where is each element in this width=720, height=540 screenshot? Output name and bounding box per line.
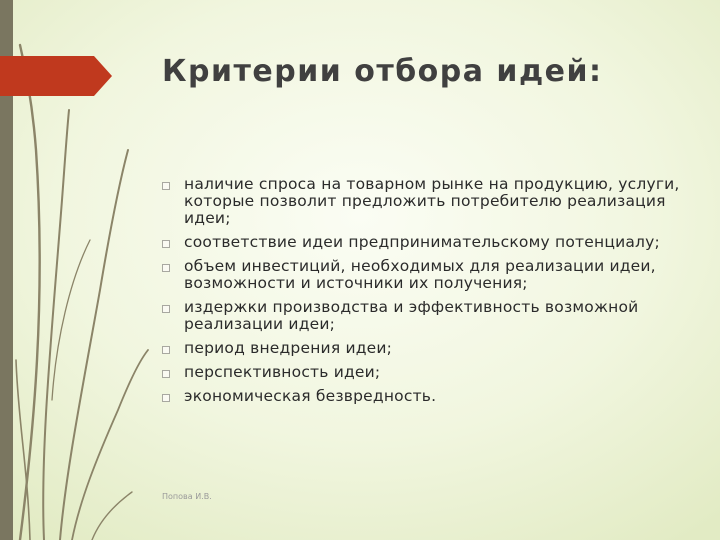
criteria-list <box>162 176 692 412</box>
list-item <box>162 299 692 333</box>
bullet-square-icon <box>162 240 170 248</box>
list-item-text: период внедрения идеи; <box>184 339 393 357</box>
list-item <box>162 340 692 357</box>
bullet-square-icon <box>162 346 170 354</box>
list-item-text: наличие спроса на товарном рынке на продукцию, услуги, которые позволит предложить потребителю реализация идеи; <box>184 175 680 227</box>
bullet-square-icon <box>162 394 170 402</box>
list-item-text: издержки производства и эффективность возможной реализации идеи; <box>184 298 639 333</box>
list-item <box>162 176 692 227</box>
list-item-text: перспективность идеи; <box>184 363 381 381</box>
slide-title: Критерии отбора идей: <box>162 54 603 89</box>
list-item <box>162 364 692 381</box>
list-item <box>162 388 692 405</box>
bullet-square-icon <box>162 305 170 313</box>
footer-author: Попова И.В. <box>162 492 212 501</box>
bullet-square-icon <box>162 370 170 378</box>
bullet-square-icon <box>162 182 170 190</box>
list-item <box>162 234 692 251</box>
list-item-text: объем инвестиций, необходимых для реализации идеи, возможности и источники их получения; <box>184 257 656 292</box>
list-item-text: соответствие идеи предпринимательскому потенциалу; <box>184 233 660 251</box>
bullet-square-icon <box>162 264 170 272</box>
list-item <box>162 258 692 292</box>
title-ribbon <box>0 56 112 96</box>
list-item-text: экономическая безвредность. <box>184 387 437 405</box>
